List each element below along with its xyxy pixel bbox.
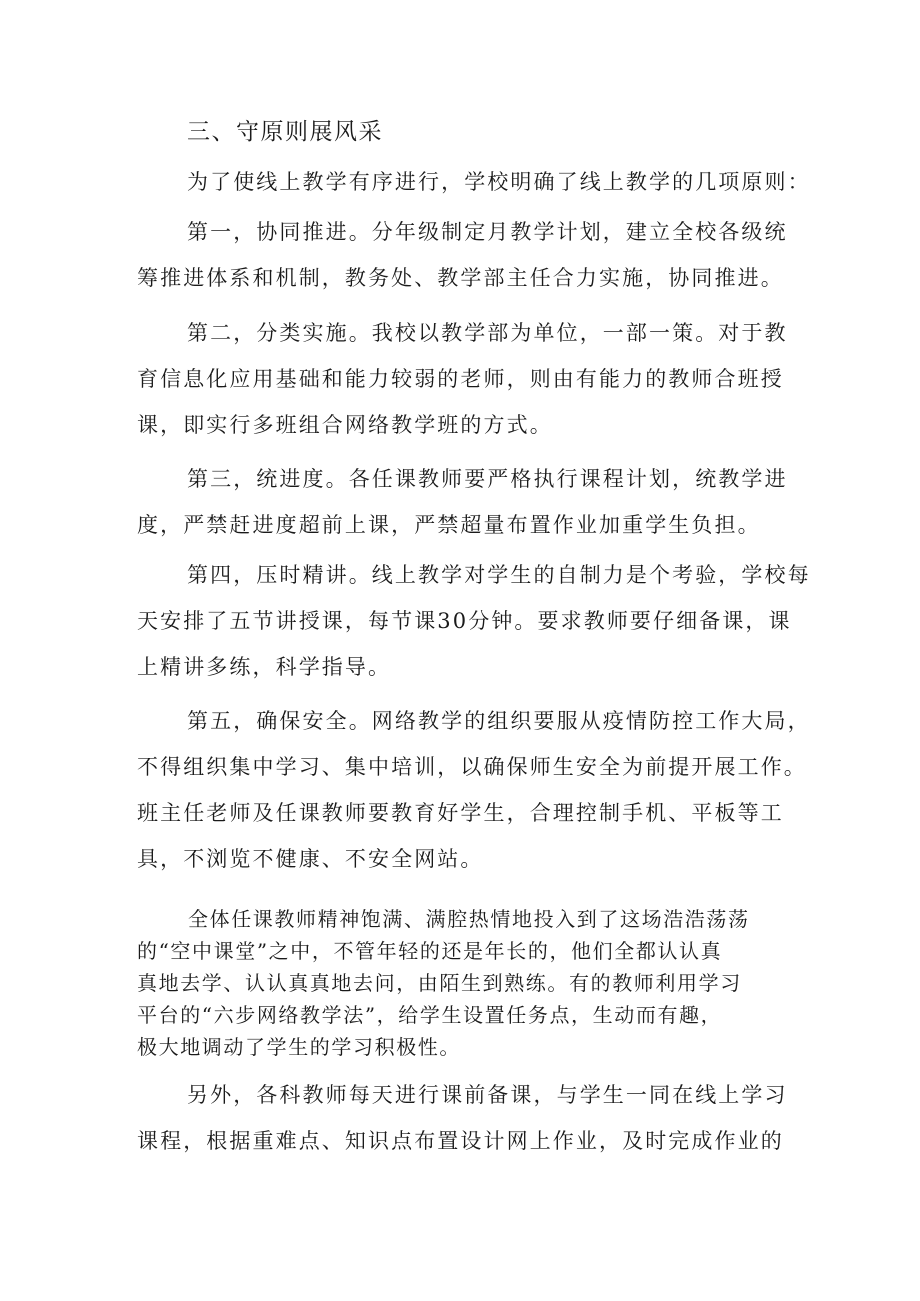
principle-5-line-3: 班主任老师及任课教师要教育好学生，合理控制手机、平板等工	[137, 801, 784, 825]
principle-5-line-4: 具，不浏览不健康、不安全网站。	[137, 847, 484, 871]
principle-2-line-2: 育信息化应用基础和能力较弱的老师，则由有能力的教师合班授	[137, 367, 784, 391]
summary-line-4: 平台的“六步网络教学法”，给学生设置任务点，生动而有趣，	[137, 1003, 723, 1027]
principle-2-line-1: 第二，分类实施。我校以教学部为单位，一部一策。对于教	[187, 321, 788, 345]
principle-3-line-1: 第三，统进度。各任课教师要严格执行课程计划，统教学进	[187, 467, 788, 491]
summary-line-2: 的“空中课堂”之中，不管年轻的还是年长的，他们全都认认真	[137, 939, 723, 963]
principle-4-line-2: 天安排了五节讲授课，每节课30分钟。要求教师要仔细备课，课	[137, 609, 792, 633]
closing-line-2: 课程，根据重难点、知识点布置设计网上作业，及时完成作业的	[137, 1129, 784, 1153]
section-heading: 三、守原则展风采	[187, 119, 383, 145]
summary-line-3: 真地去学、认认真真地去问，由陌生到熟练。有的教师利用学习	[137, 971, 742, 995]
intro-paragraph: 为了使线上教学有序进行，学校明确了线上教学的几项原则：	[187, 170, 811, 194]
closing-line-1: 另外，各科教师每天进行课前备课，与学生一同在线上学习	[187, 1083, 788, 1107]
principle-1-line-2: 筹推进体系和机制，教务处、教学部主任合力实施，协同推进。	[137, 266, 784, 290]
principle-2-line-3: 课，即实行多班组合网络教学班的方式。	[137, 413, 553, 437]
summary-line-5: 极大地调动了学生的学习积极性。	[137, 1035, 461, 1059]
summary-line-1: 全体任课教师精神饱满、满腔热情地投入到了这场浩浩荡荡	[188, 907, 750, 931]
principle-5-line-1: 第五，确保安全。网络教学的组织要服从疫情防控工作大局，	[187, 709, 811, 733]
principle-1-line-1: 第一，协同推进。分年级制定月教学计划，建立全校各级统	[187, 220, 788, 244]
principle-5-line-2: 不得组织集中学习、集中培训，以确保师生安全为前提开展工作。	[137, 755, 807, 779]
principle-4-line-3: 上精讲多练，科学指导。	[137, 655, 392, 679]
principle-4-line-1: 第四，压时精讲。线上教学对学生的自制力是个考验，学校每	[187, 563, 811, 587]
principle-3-line-2: 度，严禁赶进度超前上课，严禁超量布置作业加重学生负担。	[137, 513, 761, 537]
